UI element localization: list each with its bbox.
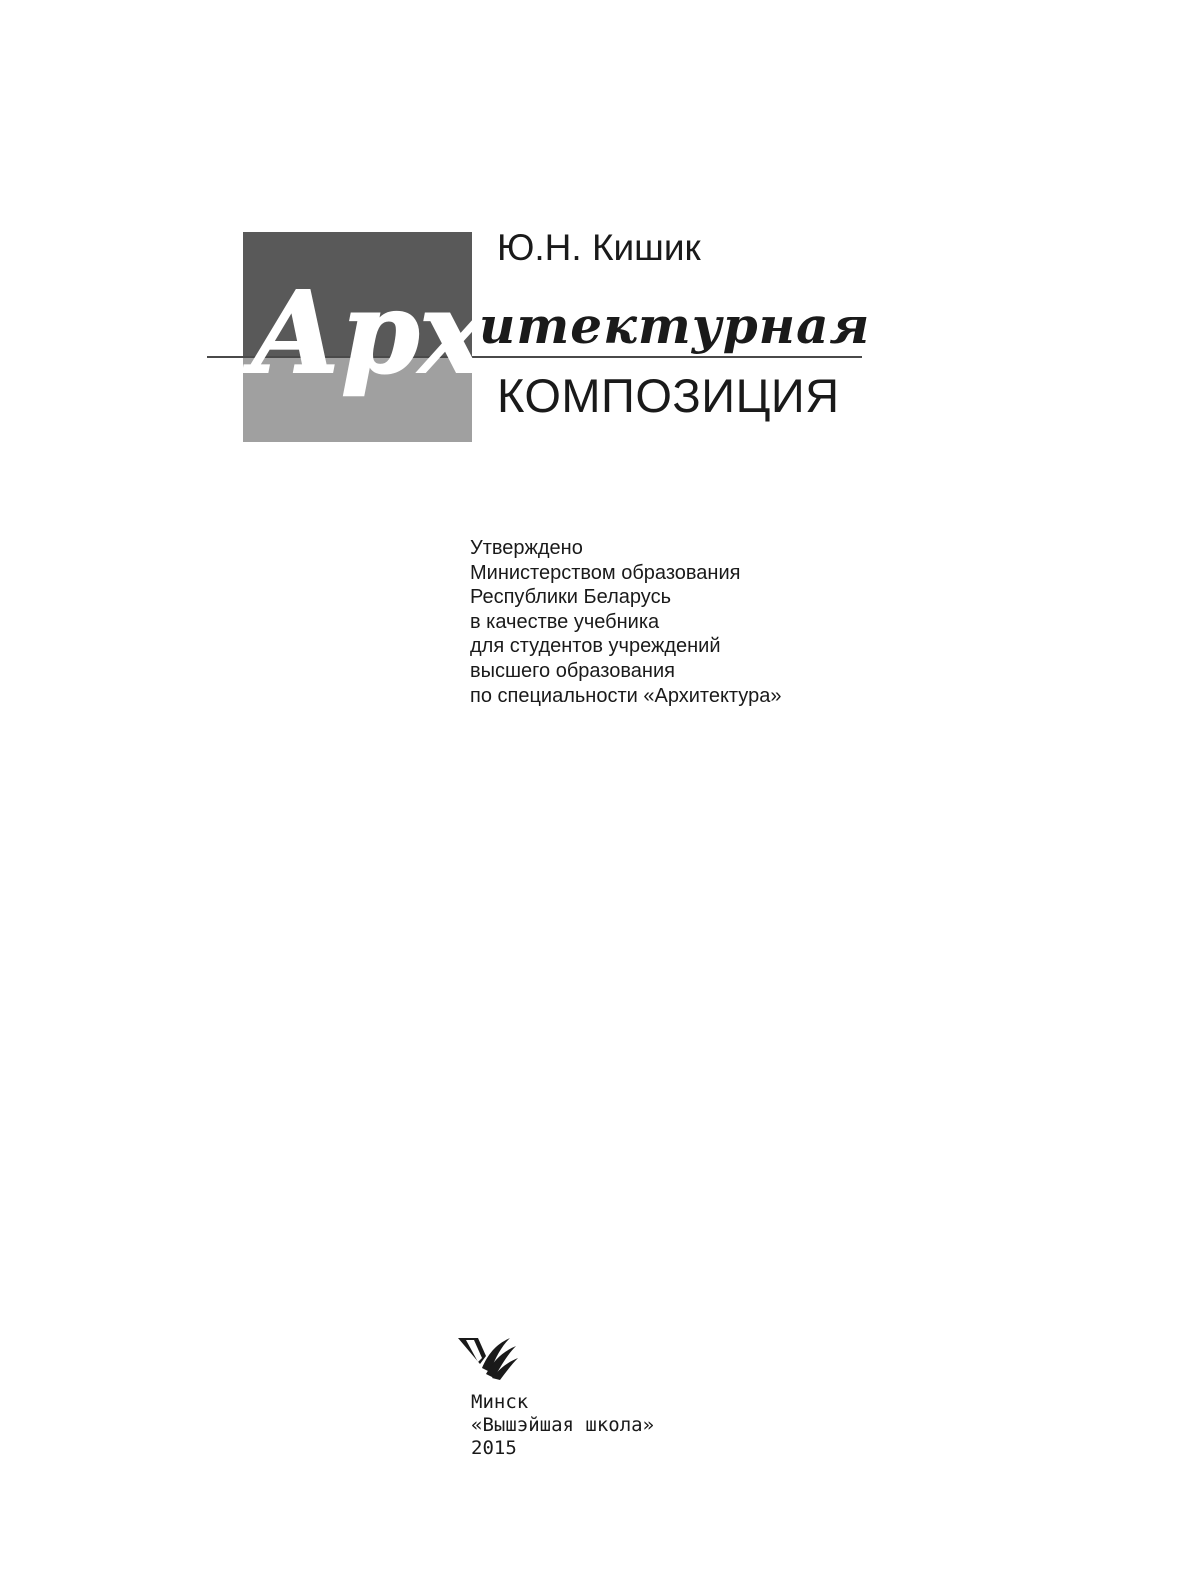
- publisher-logo-icon: [456, 1334, 520, 1382]
- imprint-publisher: «Вышэйшая школа»: [471, 1414, 655, 1436]
- imprint-year: 2015: [471, 1437, 517, 1459]
- approval-line: Утверждено: [470, 537, 583, 559]
- imprint-city: Минск: [471, 1391, 529, 1413]
- approval-line: по специальности «Архитектура»: [470, 684, 782, 707]
- approval-line: высшего образования: [470, 659, 675, 682]
- approval-line: в качестве учебника: [470, 610, 660, 633]
- approval-line: Республики Беларусь: [470, 586, 671, 609]
- title-block-light: [243, 358, 472, 442]
- title-initial-text: Арх: [250, 268, 487, 399]
- approval-line: Министерством образования: [470, 561, 741, 584]
- approval-line: для студентов учреждений: [470, 635, 721, 658]
- title-block-dark: [243, 232, 472, 358]
- title-line2: КОМПОЗИЦИЯ: [497, 369, 840, 422]
- title-rule: [207, 356, 862, 358]
- title-script-rest: итектурная: [479, 296, 871, 355]
- approval-statement: [470, 536, 781, 708]
- author-name: Ю.Н. Кишик: [497, 227, 701, 268]
- imprint: [471, 1391, 654, 1460]
